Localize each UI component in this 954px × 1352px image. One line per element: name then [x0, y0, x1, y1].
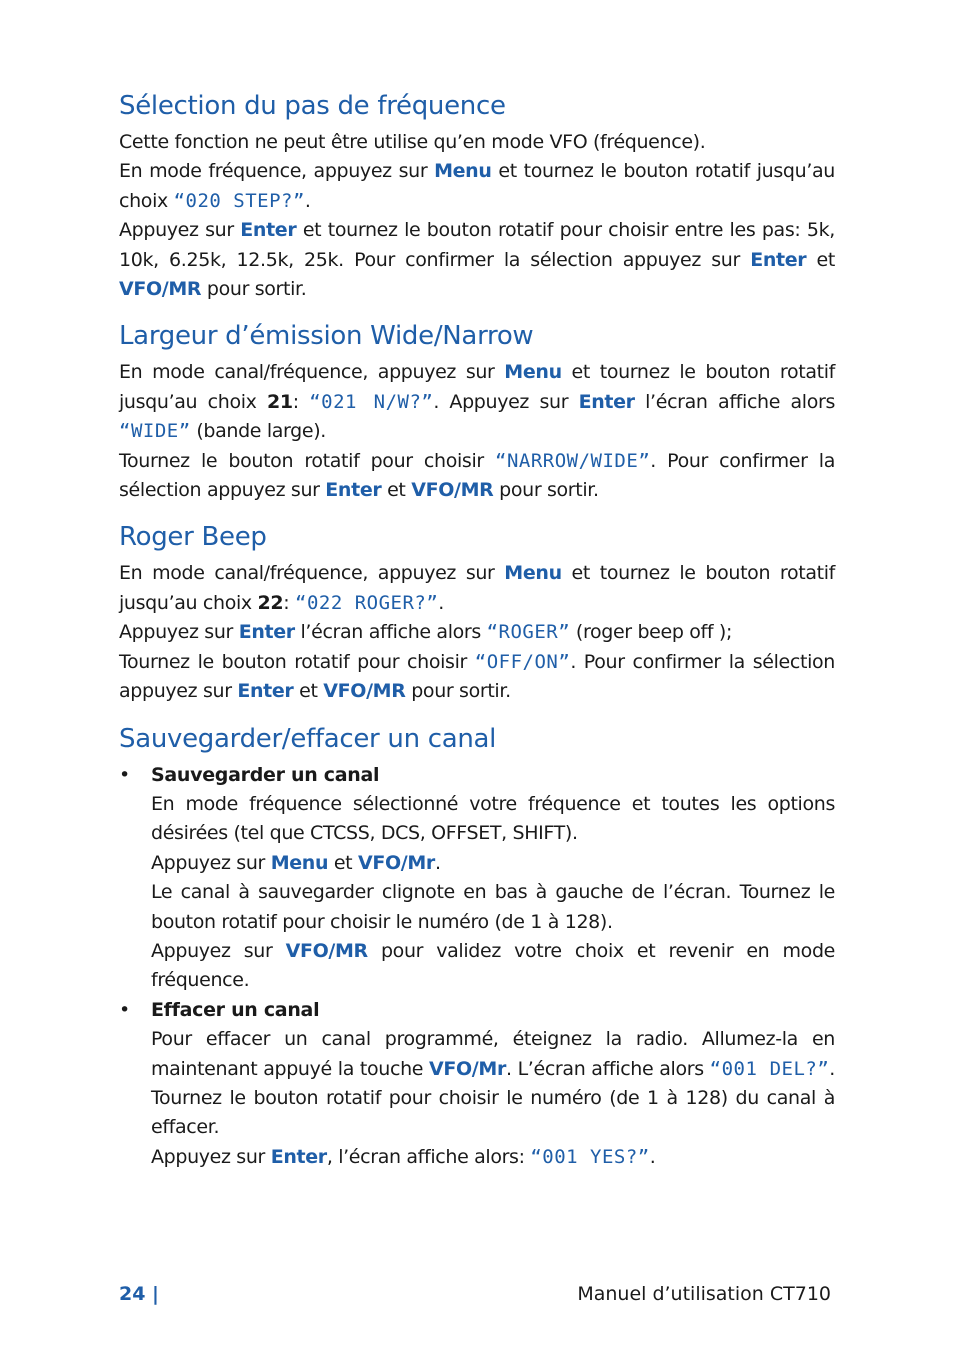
text: Appuyez sur [151, 939, 286, 962]
text: et tournez le bouton rotatif jusqu’au choix [119, 160, 835, 212]
text: En mode fréquence, appuyez sur [119, 160, 435, 183]
text: Tournez le bouton rotatif pour choisir [119, 650, 475, 673]
text: . Appuyez sur [433, 390, 579, 413]
manual-title: Manuel d’utilisation CT710 [577, 1283, 831, 1305]
lcd-text: “001 DEL?” [709, 1057, 830, 1080]
menu-number: 22 [257, 591, 284, 614]
lcd-text: “NARROW/WIDE” [495, 449, 651, 472]
keyword-vfo: VFO/MR [411, 479, 494, 502]
lcd-text: “WIDE” [119, 420, 191, 443]
text: l’écran affiche alors [634, 390, 835, 413]
section-title: Sauvegarder/effacer un canal [119, 723, 497, 754]
keyword-enter: Enter [578, 390, 635, 413]
text: . [649, 1145, 656, 1168]
paragraph [151, 937, 835, 996]
page-content [119, 88, 835, 1186]
section-save-delete [119, 721, 835, 1173]
text: En mode canal/fréquence, appuyez sur [119, 361, 505, 384]
text: . Tournez le bouton rotatif pour choisir le numéro (de 1 à 128) du canal à effacer. [151, 1057, 835, 1139]
keyword-vfo: VFO/Mr [357, 851, 435, 874]
paragraph [119, 447, 835, 506]
lcd-text: “OFF/ON” [474, 650, 571, 673]
text: et tournez le bouton rotatif pour choisir entre les pas: 5k, 10k, 6.25k, 12.5k, 25k. Pour confirmer la sélection appuyez sur [119, 219, 835, 271]
paragraph [119, 618, 835, 647]
text: . [304, 189, 311, 212]
text: Cette fonction ne peut être utilise qu’en mode VFO (fréquence). [119, 131, 706, 153]
text: l’écran affiche alors [294, 621, 487, 644]
keyword-enter: Enter [325, 479, 382, 502]
text: : [292, 390, 310, 413]
keyword-menu: Menu [504, 562, 562, 585]
section-title: Roger Beep [119, 522, 267, 553]
paragraph [119, 157, 835, 216]
paragraph [151, 849, 835, 878]
keyword-menu: Menu [270, 851, 329, 874]
text: pour validez votre choix et revenir en mode fréquence. [151, 939, 835, 992]
text: pour sortir. [405, 680, 511, 703]
text: et [328, 851, 358, 874]
list-item [119, 761, 835, 996]
keyword-vfo: VFO/MR [323, 680, 406, 703]
section-title: Largeur d’émission Wide/Narrow [119, 321, 534, 352]
paragraph [119, 559, 835, 618]
lcd-text: “022 ROGER?” [295, 591, 439, 614]
text: et [293, 680, 324, 703]
keyword-enter: Enter [270, 1145, 327, 1168]
text: Appuyez sur [119, 621, 239, 644]
paragraph [151, 878, 835, 937]
text: . [438, 591, 444, 614]
paragraph [119, 358, 835, 446]
text: . Pour confirmer la sélection appuyez sur [119, 650, 835, 703]
section-title: Sélection du pas de fréquence [119, 91, 506, 121]
keyword-menu: Menu [434, 160, 492, 183]
keyword-menu: Menu [504, 361, 562, 384]
keyword-enter: Enter [237, 680, 294, 703]
bullet: • [119, 763, 131, 786]
text: (bande large). [190, 420, 326, 443]
paragraph [151, 1025, 835, 1143]
text: , l’écran affiche alors: [326, 1145, 531, 1168]
keyword-enter: Enter [238, 621, 295, 644]
bullet-list [119, 761, 835, 1173]
text: et [806, 248, 835, 271]
text: Tournez le bouton rotatif pour choisir [119, 449, 496, 472]
text: et [381, 479, 412, 502]
lcd-text: “001 YES?” [530, 1145, 650, 1168]
section-wide-narrow [119, 318, 835, 505]
text: pour sortir. [493, 479, 599, 502]
text: Pour effacer un canal programmé, éteignez la radio. Allumez-la en maintenant appuyé la touche [151, 1028, 835, 1080]
text: Appuyez sur [151, 1145, 271, 1168]
text: . Pour confirmer la sélection appuyez sur [119, 449, 836, 502]
text: Appuyez sur [119, 219, 241, 242]
item-title: Effacer un canal [151, 998, 320, 1021]
keyword-vfo: VFO/Mr [429, 1057, 506, 1080]
keyword-vfo: VFO/MR [285, 939, 368, 962]
bullet: • [119, 998, 131, 1021]
text: (roger beep off ); [570, 621, 733, 644]
lcd-text: “020 STEP?” [173, 189, 305, 212]
lcd-text: “ROGER” [486, 621, 571, 644]
text: pour sortir. [201, 278, 307, 301]
paragraph [151, 1143, 835, 1172]
item-title: Sauvegarder un canal [151, 763, 380, 786]
paragraph [119, 216, 835, 304]
menu-number: 21 [266, 390, 293, 413]
page-footer [119, 1283, 831, 1305]
keyword-enter: Enter [750, 248, 807, 271]
section-step [119, 88, 835, 304]
text: Appuyez sur [151, 851, 271, 874]
list-item [119, 996, 835, 1172]
keyword-vfo: VFO/MR [119, 278, 202, 301]
text: et tournez le bouton rotatif jusqu’au choix [119, 562, 835, 614]
text: : [283, 591, 296, 614]
lcd-text: “021 N/W?” [309, 390, 434, 413]
text: et tournez le bouton rotatif jusqu’au choix [119, 361, 835, 413]
text: Le canal à sauvegarder clignote en bas à gauche de l’écran. Tournez le bouton rotatif pour choisir le numéro (de 1 à 128). [151, 881, 835, 933]
page-number: 24 | [119, 1283, 159, 1305]
text: . [434, 851, 441, 874]
text: En mode canal/fréquence, appuyez sur [119, 562, 505, 585]
text: En mode fréquence sélectionné votre fréquence et toutes les options désirées (tel que CTCSS, DCS, OFFSET, SHIFT). [151, 792, 835, 845]
keyword-enter: Enter [240, 219, 297, 242]
paragraph [119, 648, 835, 707]
text: . L’écran affiche alors [505, 1057, 710, 1080]
paragraph [151, 790, 835, 849]
section-roger-beep [119, 519, 835, 706]
paragraph [119, 128, 835, 157]
